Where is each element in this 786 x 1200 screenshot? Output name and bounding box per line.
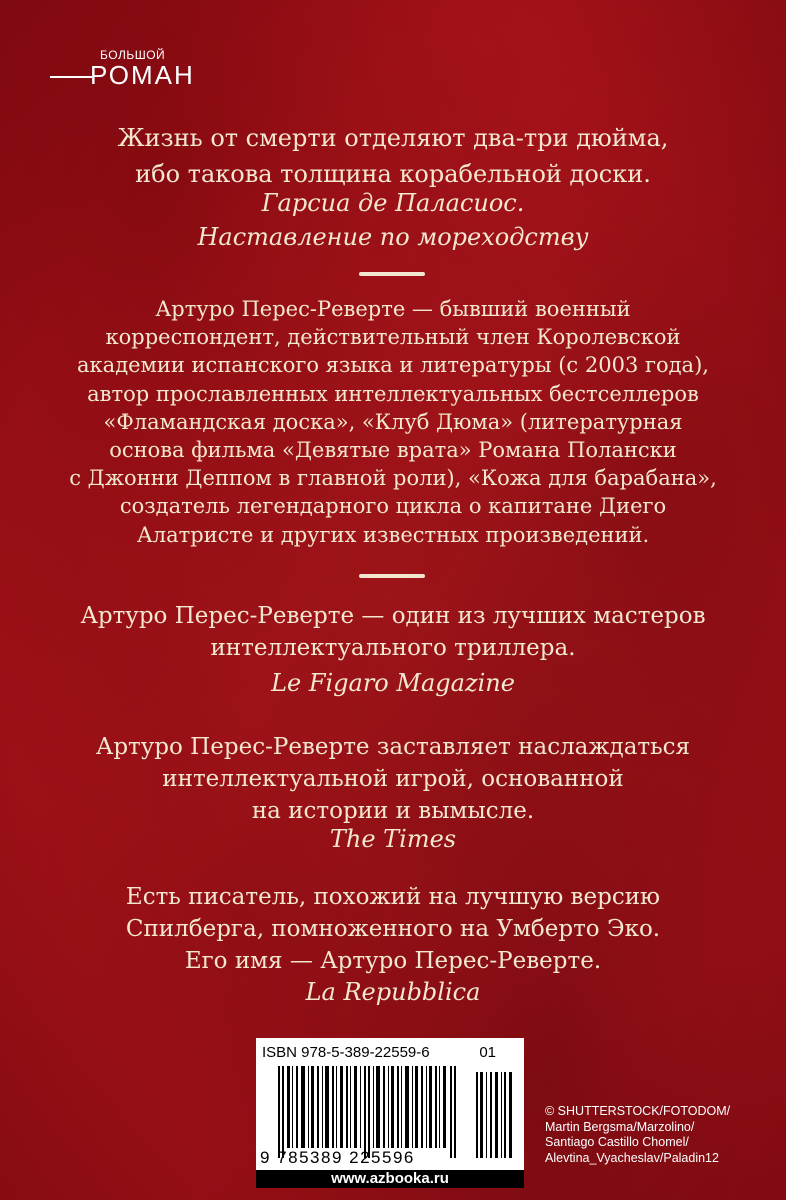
credit-line: © SHUTTERSTOCK/FOTODOM/ [545,1104,731,1118]
quote-line: интеллектуального триллера. [210,635,576,661]
isbn-number: ISBN 978-5-389-22559-6 [262,1044,430,1061]
isbn-row [262,1044,518,1061]
quote-figaro [0,600,786,664]
divider [359,272,425,276]
quote-times [0,731,786,827]
bio-line: основа фильма «Девятые врата» Романа Полански [109,438,677,463]
quote-repubblica [0,881,786,977]
credit-line: Martin Bergsma/Marzolino/ [545,1119,695,1134]
bio-line: с Джонни Деппом в главной роли), «Кожа для барабана», [69,466,717,491]
bio-line: автор прославленных интеллектуальных бестселлеров [87,381,699,406]
barcode-bars [278,1066,458,1158]
credit-line: Santiago Castillo Chomel/ [545,1135,689,1149]
addon-bars [476,1066,516,1158]
quote-line: Спилберга, помноженного на Умберто Эко. [125,916,661,942]
bio-line: «Фламандская доска», «Клуб Дюма» (литературная [103,409,683,434]
quote-line: Артуро Перес-Реверте — один из лучших мастеров [80,603,706,629]
bio-line: академии испанского языка и литературы (с 2003 года), [77,353,709,378]
author-bio [0,295,786,549]
quote-line: интеллектуальной игрой, основанной [162,766,624,792]
quote-line: Есть писатель, похожий на лучшую версию [125,884,661,910]
publisher-url: www.azbooka.ru [256,1170,524,1188]
bio-line: корреспондент, действительный член Королевской [105,325,681,350]
series-logo-main: РОМАН [90,60,195,90]
quote-source: The Times [329,825,457,853]
bio-line: Алатристе и других известных произведений. [136,522,650,547]
epigraph-line: ибо такова толщина корабельной доски. [135,160,651,188]
quote-line: Его имя — Артуро Перес-Реверте. [184,948,602,974]
quote-line: на истории и вымысле. [251,798,535,824]
quote-source: Le Figaro Magazine [271,669,515,697]
epigraph-line: Жизнь от смерти отделяют два-три дюйма, [117,124,669,152]
bio-line: создатель легендарного цикла о капитане Диего [119,494,667,519]
barcode [256,1038,524,1188]
credit-line: Alevtina_Vyacheslav/Paladin12 [545,1150,719,1165]
photo-credits [545,1104,780,1166]
epigraph [0,120,786,192]
epigraph-source [0,186,786,254]
quote-line: Артуро Перес-Реверте заставляет наслаждаться [95,734,691,760]
divider [359,574,425,578]
bio-line: Артуро Перес-Реверте — бывший военный [155,297,631,321]
epigraph-source-line: Наставление по мореходству [197,223,589,251]
isbn-addon: 01 [479,1044,496,1061]
series-logo-top: БОЛЬШОЙ [100,48,166,62]
epigraph-source-line: Гарсиа де Паласиос. [261,189,525,217]
barcode-digits: 9 785389 225596 [260,1148,415,1167]
series-logo-line [50,76,92,78]
quote-source: La Repubblica [305,978,481,1006]
